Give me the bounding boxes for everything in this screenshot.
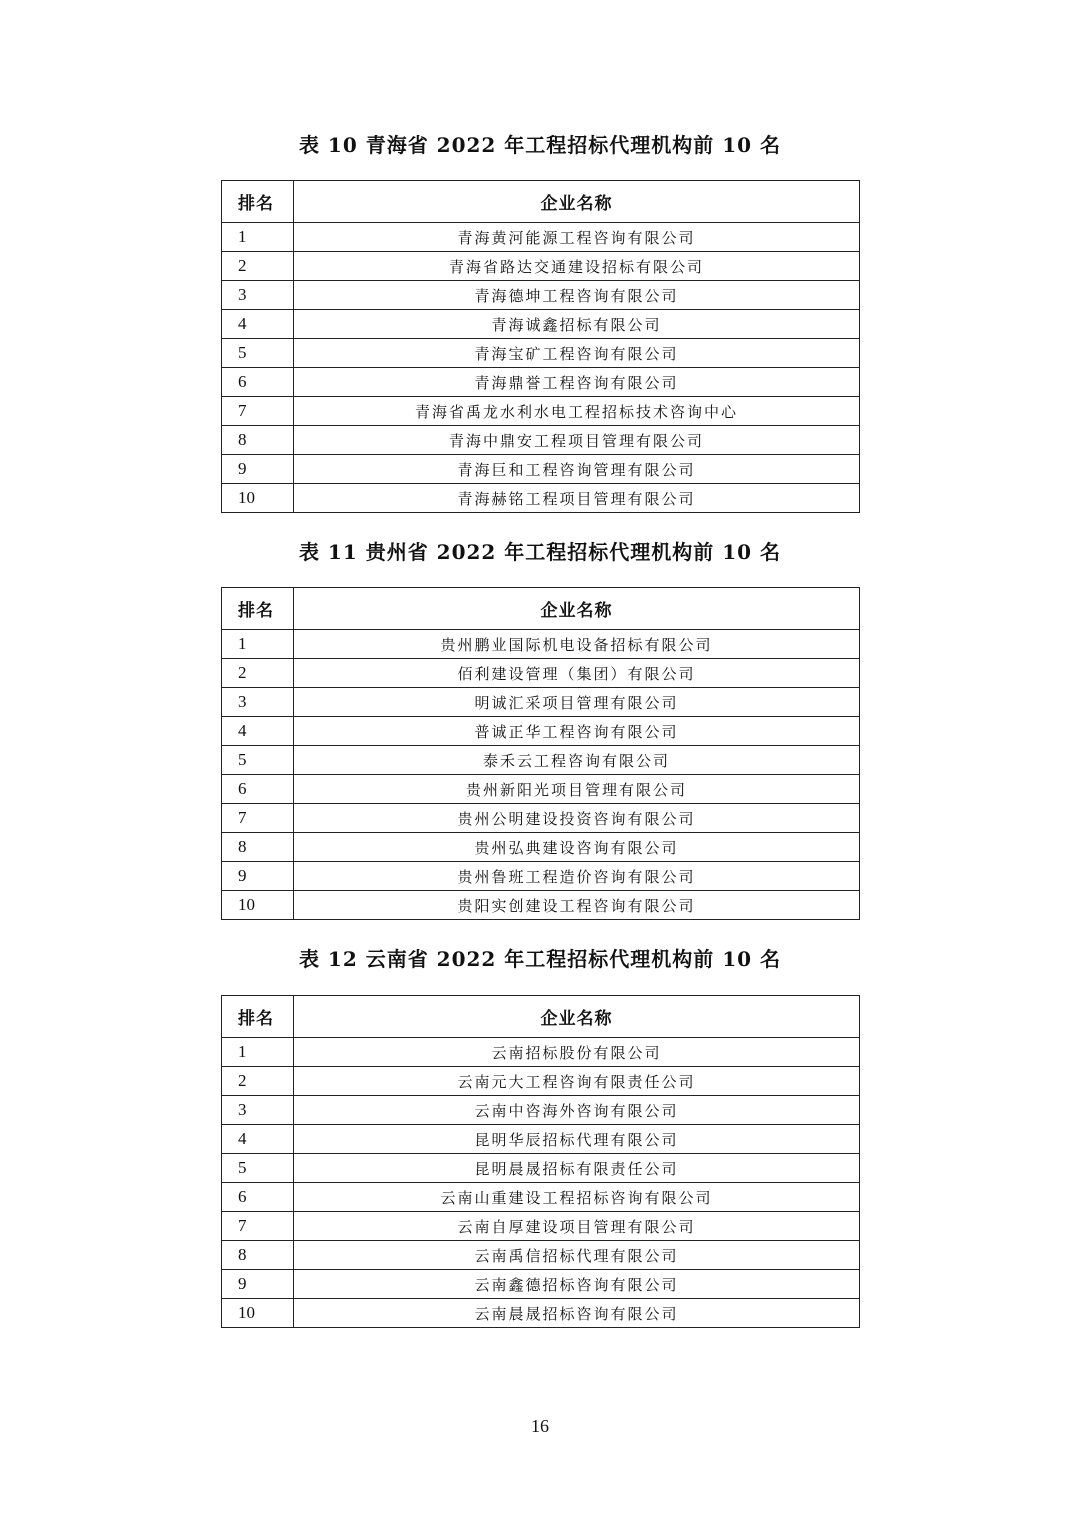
table-row (222, 688, 860, 717)
table-header-row (222, 588, 860, 630)
company-name-cell: 泰禾云工程咨询有限公司 (294, 746, 860, 775)
company-name-cell: 青海黄河能源工程咨询有限公司 (294, 223, 860, 252)
rank-cell: 2 (222, 659, 294, 688)
rank-cell: 10 (222, 1299, 294, 1328)
table-11-title: 表 11 贵州省 2022 年工程招标代理机构前 10 名 (298, 540, 782, 564)
company-column-header: 企业名称 (294, 996, 860, 1038)
rank-cell: 9 (222, 862, 294, 891)
rank-cell: 8 (222, 426, 294, 455)
company-name-cell: 青海鼎誉工程咨询有限公司 (294, 368, 860, 397)
company-name-cell: 青海赫铭工程项目管理有限公司 (294, 484, 860, 513)
rank-cell: 6 (222, 775, 294, 804)
table-row (222, 368, 860, 397)
table-11 (221, 587, 860, 920)
table-row (222, 484, 860, 513)
company-name-cell: 云南晨晟招标咨询有限公司 (294, 1299, 860, 1328)
rank-cell: 3 (222, 281, 294, 310)
table-header-row (222, 181, 860, 223)
company-name-cell: 云南元大工程咨询有限责任公司 (294, 1067, 860, 1096)
company-name-cell: 贵州公明建设投资咨询有限公司 (294, 804, 860, 833)
company-name-cell: 昆明晨晟招标有限责任公司 (294, 1154, 860, 1183)
table-row (222, 775, 860, 804)
table-row (222, 1067, 860, 1096)
rank-cell: 6 (222, 368, 294, 397)
rank-cell: 7 (222, 1212, 294, 1241)
rank-cell: 5 (222, 746, 294, 775)
company-name-cell: 贵阳实创建设工程咨询有限公司 (294, 891, 860, 920)
table-10 (221, 180, 860, 513)
company-name-cell: 青海中鼎安工程项目管理有限公司 (294, 426, 860, 455)
rank-cell: 1 (222, 630, 294, 659)
company-name-cell: 云南鑫德招标咨询有限公司 (294, 1270, 860, 1299)
company-name-cell: 贵州鲁班工程造价咨询有限公司 (294, 862, 860, 891)
company-name-cell: 昆明华辰招标代理有限公司 (294, 1125, 860, 1154)
company-name-cell: 云南中咨海外咨询有限公司 (294, 1096, 860, 1125)
table-row (222, 310, 860, 339)
table-row (222, 252, 860, 281)
table-row (222, 1299, 860, 1328)
company-name-cell: 青海省禹龙水利水电工程招标技术咨询中心 (294, 397, 860, 426)
company-name-cell: 云南招标股份有限公司 (294, 1038, 860, 1067)
table-row (222, 891, 860, 920)
table-row (222, 1183, 860, 1212)
rank-cell: 4 (222, 717, 294, 746)
table-row (222, 746, 860, 775)
table-row (222, 281, 860, 310)
page-number: 16 (531, 1416, 549, 1436)
rank-cell: 9 (222, 455, 294, 484)
table-row (222, 339, 860, 368)
company-column-header: 企业名称 (294, 588, 860, 630)
table-12 (221, 995, 860, 1328)
rank-cell: 8 (222, 833, 294, 862)
table-row (222, 455, 860, 484)
company-name-cell: 青海诚鑫招标有限公司 (294, 310, 860, 339)
table-row (222, 1125, 860, 1154)
table-row (222, 1270, 860, 1299)
table-row (222, 804, 860, 833)
rank-cell: 6 (222, 1183, 294, 1212)
company-name-cell: 青海省路达交通建设招标有限公司 (294, 252, 860, 281)
rank-cell: 5 (222, 339, 294, 368)
rank-cell: 10 (222, 484, 294, 513)
rank-cell: 9 (222, 1270, 294, 1299)
table-row (222, 223, 860, 252)
rank-cell: 8 (222, 1241, 294, 1270)
company-name-cell: 青海德坤工程咨询有限公司 (294, 281, 860, 310)
table-row (222, 833, 860, 862)
company-name-cell: 云南自厚建设项目管理有限公司 (294, 1212, 860, 1241)
company-name-cell: 青海宝矿工程咨询有限公司 (294, 339, 860, 368)
rank-cell: 3 (222, 1096, 294, 1125)
table-row (222, 1154, 860, 1183)
table-header-row (222, 996, 860, 1038)
company-name-cell: 云南禹信招标代理有限公司 (294, 1241, 860, 1270)
company-name-cell: 明诚汇采项目管理有限公司 (294, 688, 860, 717)
table-row (222, 1038, 860, 1067)
rank-cell: 7 (222, 804, 294, 833)
table-row (222, 1212, 860, 1241)
rank-cell: 10 (222, 891, 294, 920)
rank-column-header: 排名 (222, 588, 294, 630)
company-column-header: 企业名称 (294, 181, 860, 223)
rank-cell: 7 (222, 397, 294, 426)
company-name-cell: 云南山重建设工程招标咨询有限公司 (294, 1183, 860, 1212)
rank-cell: 2 (222, 252, 294, 281)
table-row (222, 862, 860, 891)
company-name-cell: 青海巨和工程咨询管理有限公司 (294, 455, 860, 484)
table-row (222, 630, 860, 659)
company-name-cell: 普诚正华工程咨询有限公司 (294, 717, 860, 746)
table-row (222, 659, 860, 688)
rank-column-header: 排名 (222, 181, 294, 223)
rank-cell: 1 (222, 223, 294, 252)
table-row (222, 426, 860, 455)
company-name-cell: 贵州弘典建设咨询有限公司 (294, 833, 860, 862)
table-row (222, 717, 860, 746)
table-row (222, 1096, 860, 1125)
rank-cell: 1 (222, 1038, 294, 1067)
table-row (222, 1241, 860, 1270)
table-10-title: 表 10 青海省 2022 年工程招标代理机构前 10 名 (298, 133, 782, 157)
rank-cell: 2 (222, 1067, 294, 1096)
rank-cell: 3 (222, 688, 294, 717)
rank-column-header: 排名 (222, 996, 294, 1038)
rank-cell: 5 (222, 1154, 294, 1183)
table-row (222, 397, 860, 426)
table-12-title: 表 12 云南省 2022 年工程招标代理机构前 10 名 (298, 947, 782, 971)
rank-cell: 4 (222, 1125, 294, 1154)
company-name-cell: 佰利建设管理（集团）有限公司 (294, 659, 860, 688)
company-name-cell: 贵州新阳光项目管理有限公司 (294, 775, 860, 804)
company-name-cell: 贵州鹏业国际机电设备招标有限公司 (294, 630, 860, 659)
rank-cell: 4 (222, 310, 294, 339)
